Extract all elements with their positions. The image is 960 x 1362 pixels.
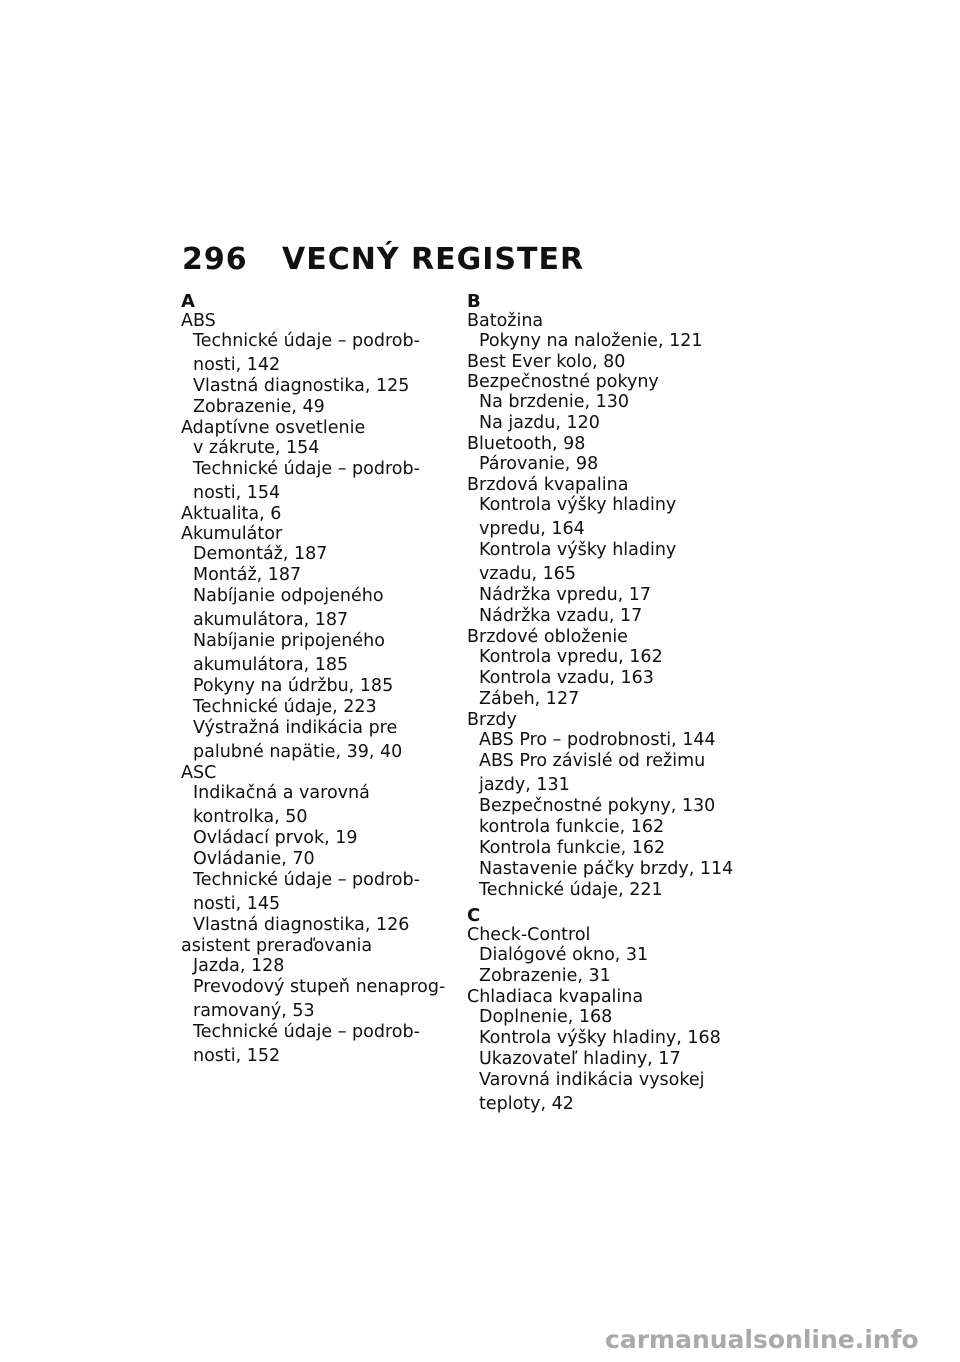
index-subentry: Nabíjanie pripojeného	[193, 631, 385, 651]
index-subentries	[467, 1007, 737, 1115]
index-subentry: Párovanie, 98	[479, 454, 599, 474]
index-subentry: Kontrola výšky hladiny, 168	[479, 1028, 721, 1048]
index-entry	[181, 418, 441, 504]
index-term: asistent preraďovania	[181, 936, 373, 956]
index-subentry: Ovládací prvok, 19	[193, 828, 358, 848]
index-subentries	[467, 730, 737, 901]
index-subentry: ABS Pro – podrobnosti, 144	[479, 730, 716, 750]
index-entry	[467, 434, 737, 475]
index-entry	[181, 936, 446, 1067]
index-subentry-continuation: akumulátora, 187	[193, 610, 349, 630]
index-column-right	[467, 293, 737, 1115]
index-subentry: Pokyny na naloženie, 121	[479, 331, 703, 351]
index-subentry-continuation: vpredu, 164	[479, 519, 585, 539]
index-entry	[467, 352, 737, 372]
index-subentry-continuation: nosti, 142	[193, 355, 281, 375]
index-subentry: Nádržka vzadu, 17	[479, 606, 643, 626]
index-subentry: Na brzdenie, 130	[479, 392, 629, 412]
index-subentries	[467, 647, 737, 710]
index-term: Batožina	[467, 311, 544, 331]
index-subentry: Montáž, 187	[193, 565, 302, 585]
index-term: Bluetooth, 98	[467, 434, 586, 454]
index-term: Brzdy	[467, 710, 517, 730]
index-subentry: Pokyny na údržbu, 185	[193, 676, 394, 696]
index-term: Best Ever kolo, 80	[467, 352, 626, 372]
index-subentry: Technické údaje – podrob-	[193, 870, 420, 890]
index-subentry: Výstražná indikácia pre	[193, 718, 398, 738]
index-subentry: v zákrute, 154	[193, 438, 320, 458]
index-term: Brzdové obloženie	[467, 627, 628, 647]
index-subentry: Technické údaje – podrob-	[193, 331, 420, 351]
index-subentry: Nabíjanie odpojeného	[193, 586, 384, 606]
index-subentries	[467, 945, 737, 987]
index-subentry-continuation: ramovaný, 53	[193, 1001, 315, 1021]
index-entry	[181, 763, 441, 936]
page-title: VECNÝ REGISTER	[282, 242, 585, 277]
index-entry	[467, 311, 737, 352]
index-term: Chladiaca kvapalina	[467, 987, 644, 1007]
index-subentry: Jazda, 128	[193, 956, 285, 976]
index-subentry-continuation: vzadu, 165	[479, 564, 576, 584]
index-subentry: Kontrola vzadu, 163	[479, 668, 654, 688]
index-subentry: Prevodový stupeň nenaprog-	[193, 977, 446, 997]
index-subentries	[181, 331, 441, 418]
index-subentry-continuation: nosti, 154	[193, 483, 281, 503]
index-subentries	[181, 783, 441, 936]
index-subentries	[181, 956, 446, 1067]
index-subentry: Dialógové okno, 31	[479, 945, 649, 965]
index-term: Adaptívne osvetlenie	[181, 418, 366, 438]
index-entry	[467, 710, 737, 901]
index-subentry-continuation: jazdy, 131	[479, 775, 570, 795]
index-term: ABS	[181, 311, 216, 331]
index-entry	[467, 987, 737, 1115]
index-letter: A	[181, 291, 195, 312]
index-subentries	[467, 454, 737, 475]
index-subentry: Kontrola vpredu, 162	[479, 647, 663, 667]
index-subentry: Varovná indikácia vysokej	[479, 1070, 705, 1090]
index-subentry: Zobrazenie, 49	[193, 397, 325, 417]
index-subentry-continuation: nosti, 145	[193, 894, 281, 914]
index-entry	[181, 311, 441, 418]
index-subentries	[467, 392, 737, 434]
index-subentry: Technické údaje – podrob-	[193, 1022, 420, 1042]
watermark-text: carmanualsonline.info	[605, 1325, 919, 1354]
index-subentries	[181, 438, 441, 504]
index-subentry: Technické údaje, 221	[479, 880, 663, 900]
index-subentry: ABS Pro závislé od režimu	[479, 751, 706, 771]
index-subentry: Kontrola výšky hladiny	[479, 540, 677, 560]
index-column-left	[181, 291, 446, 1067]
index-term: Akumulátor	[181, 524, 283, 544]
index-subentries	[181, 544, 441, 763]
index-term: Brzdová kvapalina	[467, 475, 629, 495]
index-subentry: Technické údaje, 223	[193, 697, 377, 717]
index-subentry: Na jazdu, 120	[479, 413, 600, 433]
page-number: 296	[182, 242, 248, 277]
index-term: Aktualita, 6	[181, 504, 282, 524]
index-entry	[181, 504, 441, 524]
index-entry	[467, 372, 737, 434]
index-entry	[467, 627, 737, 710]
index-subentry: Ukazovateľ hladiny, 17	[479, 1049, 681, 1069]
index-subentry: Zobrazenie, 31	[479, 966, 611, 986]
index-subentry-continuation: nosti, 152	[193, 1046, 281, 1066]
index-subentry: Doplnenie, 168	[479, 1007, 613, 1027]
index-term: ASC	[181, 763, 217, 783]
index-subentries	[467, 331, 737, 352]
index-subentry-continuation: akumulátora, 185	[193, 655, 349, 675]
index-subentry: Kontrola funkcie, 162	[479, 838, 666, 858]
index-subentry: Nastavenie páčky brzdy, 114	[479, 859, 734, 879]
index-entry	[467, 925, 737, 987]
index-subentry: Vlastná diagnostika, 125	[193, 376, 410, 396]
index-subentry: Bezpečnostné pokyny, 130	[479, 796, 716, 816]
index-term: Bezpečnostné pokyny	[467, 372, 659, 392]
index-subentry-continuation: teploty, 42	[479, 1094, 574, 1114]
index-entry	[181, 524, 441, 763]
index-entry	[467, 475, 737, 627]
index-letter: C	[467, 905, 481, 926]
index-subentry: Kontrola výšky hladiny	[479, 495, 677, 515]
index-subentry: Ovládanie, 70	[193, 849, 315, 869]
index-subentry: kontrola funkcie, 162	[479, 817, 665, 837]
index-subentry: Nádržka vpredu, 17	[479, 585, 652, 605]
index-subentry: Technické údaje – podrob-	[193, 459, 420, 479]
index-letter: B	[467, 291, 481, 312]
index-subentry: Zábeh, 127	[479, 689, 580, 709]
index-subentry-continuation: palubné napätie, 39, 40	[193, 742, 403, 762]
index-term: Check-Control	[467, 925, 591, 945]
index-subentry: Demontáž, 187	[193, 544, 328, 564]
index-subentries	[467, 495, 737, 627]
index-subentry-continuation: kontrolka, 50	[193, 807, 308, 827]
index-subentry: Vlastná diagnostika, 126	[193, 915, 410, 935]
index-subentry: Indikačná a varovná	[193, 783, 370, 803]
